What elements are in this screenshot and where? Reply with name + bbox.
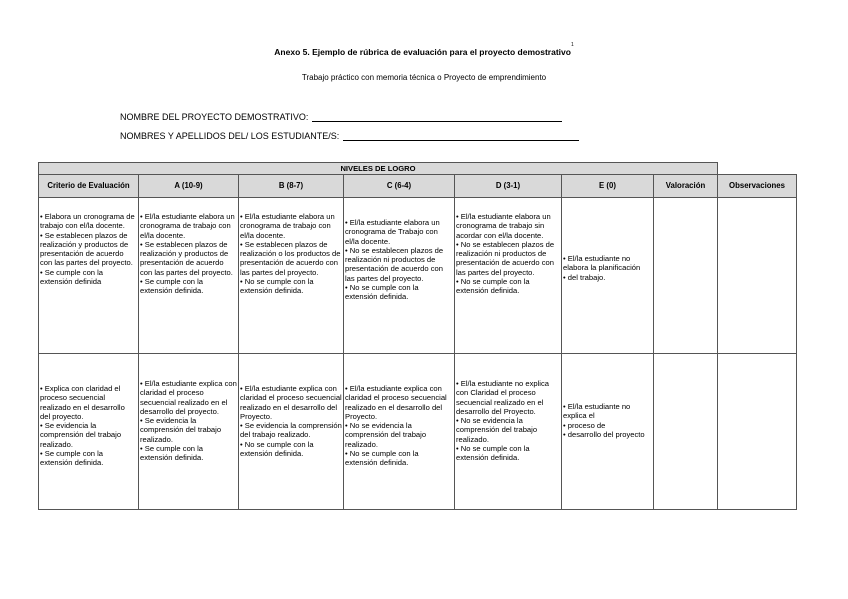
students-name-blank xyxy=(343,131,579,141)
list-item: • No se evidencia la comprensión del trabajo realizado. xyxy=(456,416,560,444)
title-text: Anexo 5. Ejemplo de rúbrica de evaluación para el proyecto demostrativo xyxy=(274,47,571,57)
row1-criterio xyxy=(39,198,139,354)
row1-d xyxy=(455,198,562,354)
list-item: • Se evidencia la comprensión del trabajo realizado. xyxy=(40,421,137,449)
list-item: • No se cumple con la extensión definida. xyxy=(456,444,560,463)
list-item: • El/la estudiante no explica con Claridad el proceso secuencial realizado en el desarrollo del Proyecto. xyxy=(456,379,560,416)
header-d: D (3-1) xyxy=(455,175,562,198)
list-item: • Explica con claridad el proceso secuencial realizado en el desarrollo del proyecto. xyxy=(40,384,137,421)
title-footnote: 1 xyxy=(570,42,574,49)
list-item: • Se establecen plazos de realización y productos de presentación de acuerdo con las partes del proyecto. xyxy=(40,231,137,268)
row2-d xyxy=(455,354,562,510)
list-item: • El/la estudiante explica con claridad el proceso secuencial realizado en el desarrollo del proyecto. xyxy=(140,379,237,416)
header-criterio: Criterio de Evaluación xyxy=(39,175,139,198)
row2-criterio xyxy=(39,354,139,510)
list-item: • El/la estudiante no elabora la planificación xyxy=(563,254,652,273)
project-name-field xyxy=(120,112,562,122)
table-row xyxy=(39,198,797,354)
list-item: • desarrollo del proyecto xyxy=(563,430,652,439)
list-item: • Se evidencia la comprensión del trabajo realizado. xyxy=(240,421,342,440)
list-item: • El/la estudiante explica con claridad el proceso secuencial realizado en el desarrollo del Proyecto. xyxy=(345,384,453,421)
list-item: • Se cumple con la extensión definida. xyxy=(140,277,237,296)
project-name-blank xyxy=(312,112,562,122)
row1-b xyxy=(239,198,344,354)
header-e: E (0) xyxy=(562,175,654,198)
document-title xyxy=(0,42,848,57)
list-item: • No se cumple con la extensión definida. xyxy=(345,283,453,302)
levels-header: NIVELES DE LOGRO xyxy=(39,163,718,175)
list-item: • El/la estudiante elabora un cronograma de trabajo con el/la docente. xyxy=(140,212,237,240)
levels-row xyxy=(39,163,797,175)
list-item: • Se establecen plazos de realización o los productos de presentación de acuerdo con las partes del proyecto. xyxy=(240,240,342,277)
list-item: • Se cumple con la extensión definida. xyxy=(40,449,137,468)
row2-a xyxy=(139,354,239,510)
row2-valoracion[interactable] xyxy=(654,354,718,510)
row2-e xyxy=(562,354,654,510)
list-item: • proceso de xyxy=(563,421,652,430)
header-a: A (10-9) xyxy=(139,175,239,198)
list-item: • No se cumple con la extensión definida. xyxy=(240,277,342,296)
list-item: • El/la estudiante no explica el xyxy=(563,402,652,421)
list-item: • Se cumple con la extensión definida. xyxy=(140,444,237,463)
row2-b xyxy=(239,354,344,510)
students-name-label: NOMBRES Y APELLIDOS DEL/ LOS ESTUDIANTE/S: xyxy=(120,131,340,141)
levels-blank xyxy=(718,163,797,175)
row1-c xyxy=(344,198,455,354)
students-name-field xyxy=(120,131,579,141)
list-item: • Se evidencia la comprensión del trabajo realizado. xyxy=(140,416,237,444)
list-item: • El/la estudiante elabora un cronograma de trabajo con el/la docente. xyxy=(240,212,342,240)
list-item: • del trabajo. xyxy=(563,273,652,282)
row1-valoracion[interactable] xyxy=(654,198,718,354)
list-item: • No se establecen plazos de realización ni productos de presentación de acuerdo con las partes del proyecto. xyxy=(456,240,560,277)
header-row xyxy=(39,175,797,198)
list-item: • Se cumple con la extensión definida xyxy=(40,268,137,287)
row1-a xyxy=(139,198,239,354)
document-subtitle: Trabajo práctico con memoria técnica o Proyecto de emprendimiento xyxy=(301,73,547,82)
list-item: • Se establecen plazos de realización y productos de presentación de acuerdo con las partes del proyecto. xyxy=(140,240,237,277)
header-valoracion: Valoración xyxy=(654,175,718,198)
header-observaciones: Observaciones xyxy=(718,175,797,198)
table-row xyxy=(39,354,797,510)
header-b: B (8-7) xyxy=(239,175,344,198)
list-item: • Elabora un cronograma de trabajo con el/la docente. xyxy=(40,212,137,231)
list-item: • No se cumple con la extensión definida. xyxy=(345,449,453,468)
list-item: • No se cumple con la extensión definida. xyxy=(456,277,560,296)
row1-observaciones[interactable] xyxy=(718,198,797,354)
header-c: C (6-4) xyxy=(344,175,455,198)
list-item: • No se establecen plazos de realización ni productos de presentación de acuerdo con las partes del proyecto. xyxy=(345,246,453,283)
row2-c xyxy=(344,354,455,510)
list-item: • El/la estudiante explica con claridad el proceso secuencial realizado en el desarrollo del Proyecto. xyxy=(240,384,342,421)
list-item: • No se cumple con la extensión definida. xyxy=(240,440,342,459)
row1-e xyxy=(562,198,654,354)
rubric-table xyxy=(38,162,797,510)
list-item: • El/la estudiante elabora un cronograma de trabajo sin acordar con el/la docente. xyxy=(456,212,560,240)
list-item: • El/la estudiante elabora un cronograma de Trabajo con el/la docente. xyxy=(345,218,453,246)
list-item: • No se evidencia la comprensión del trabajo realizado. xyxy=(345,421,453,449)
row2-observaciones[interactable] xyxy=(718,354,797,510)
project-name-label: NOMBRE DEL PROYECTO DEMOSTRATIVO: xyxy=(120,112,309,122)
